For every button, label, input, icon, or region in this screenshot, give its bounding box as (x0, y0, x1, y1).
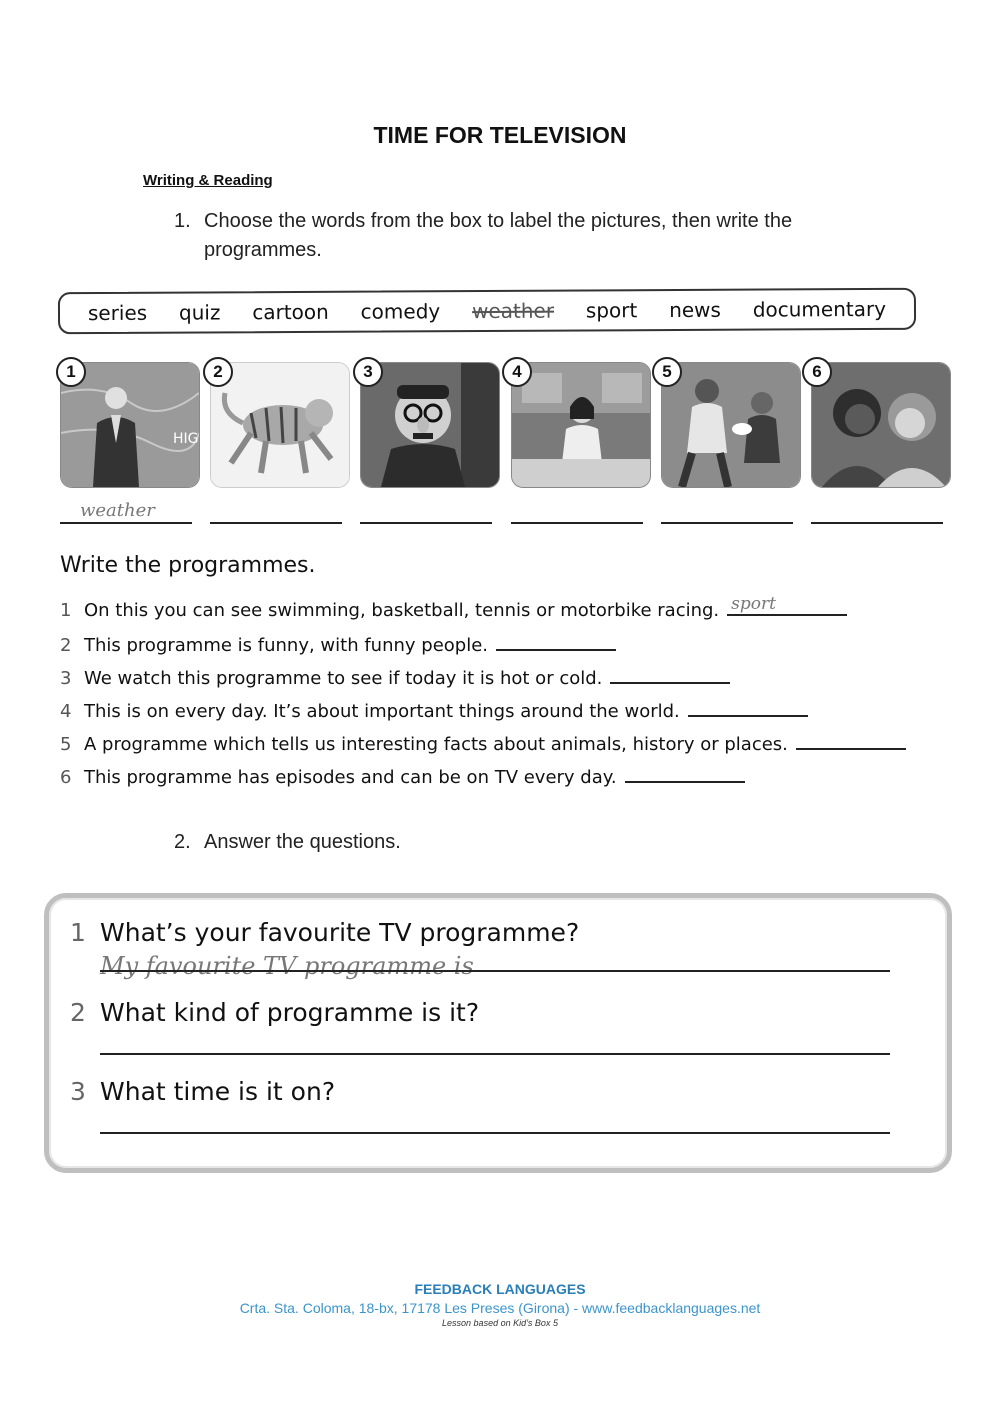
programme-question-1 (60, 594, 847, 621)
word-cartoon: cartoon (252, 299, 329, 325)
programme-answer-4[interactable] (688, 699, 808, 717)
exercise1-instruction (174, 210, 792, 262)
word-series: series (87, 300, 148, 326)
picture-3-answer-line[interactable] (360, 520, 492, 524)
picture-1-map-label: HIG (173, 431, 199, 447)
answer-2-line[interactable] (100, 1053, 890, 1055)
programme-question-5-number: 5 (60, 734, 72, 755)
answer-question-3 (70, 1077, 335, 1106)
comedian-icon (361, 363, 499, 487)
exercise2-instruction (174, 831, 401, 854)
picture-1-number: 1 (56, 357, 86, 387)
picture-1-answer: weather (80, 500, 155, 521)
picture-2-answer-line[interactable] (210, 520, 342, 524)
word-box (58, 288, 916, 334)
picture-3 (360, 362, 500, 488)
answer-question-2 (70, 998, 479, 1027)
picture-4-number: 4 (502, 357, 532, 387)
footer-brand: FEEDBACK LANGUAGES (414, 1281, 586, 1297)
programme-question-6-text: This programme has episodes and can be on TV every day. (84, 767, 617, 788)
picture-6-number: 6 (802, 357, 832, 387)
programme-question-5 (60, 732, 906, 755)
word-documentary: documentary (752, 296, 887, 322)
answer-1-sample: My favourite TV programme is (100, 952, 474, 980)
exercise1-number: 1. (174, 210, 191, 232)
answer-question-1 (70, 918, 579, 947)
word-comedy: comedy (360, 299, 441, 324)
programme-question-4-number: 4 (60, 701, 72, 722)
write-programmes-heading: Write the programmes. (60, 553, 316, 578)
picture-4-answer-line[interactable] (511, 520, 643, 524)
exercise2-number: 2. (174, 831, 191, 853)
picture-6 (811, 362, 951, 488)
picture-1-answer-line[interactable] (60, 500, 192, 524)
word-sport: sport (585, 298, 638, 323)
programme-question-6-number: 6 (60, 767, 72, 788)
two-girls-icon (812, 363, 950, 487)
footer-address: Crta. Sta. Coloma, 18-bx, 17178 Les Preses (Girona) - www.feedbacklanguages.net (239, 1300, 761, 1316)
answer-3-line[interactable] (100, 1132, 890, 1134)
programme-question-6 (60, 765, 745, 788)
programme-answer-6[interactable] (625, 765, 745, 783)
programme-answer-1-text: sport (731, 594, 776, 614)
programme-question-3 (60, 666, 730, 689)
exercise2-text: Answer the questions. (204, 831, 401, 853)
picture-3-number: 3 (353, 357, 383, 387)
programme-question-2-number: 2 (60, 635, 72, 656)
answer-question-3-text: What time is it on? (100, 1077, 336, 1106)
tiger-icon (211, 363, 349, 487)
picture-6-answer-line[interactable] (811, 520, 943, 524)
picture-5-answer-line[interactable] (661, 520, 793, 524)
page-title: TIME FOR TELEVISION (373, 122, 627, 148)
picture-2 (210, 362, 350, 488)
programme-question-3-number: 3 (60, 668, 72, 689)
word-weather-crossed: weather (471, 298, 555, 324)
answer-question-2-text: What kind of programme is it? (100, 998, 480, 1027)
programme-answer-3[interactable] (610, 666, 730, 684)
answer-question-1-text: What’s your favourite TV programme? (100, 918, 580, 947)
newsreader-icon (512, 363, 650, 487)
rugby-players-icon (662, 363, 800, 487)
programme-answer-1[interactable] (727, 594, 847, 616)
exercise1-line2: programmes. (204, 239, 322, 261)
section-label: Writing & Reading (143, 172, 273, 189)
picture-2-number: 2 (203, 357, 233, 387)
programme-question-4-text: This is on every day. It’s about important things around the world. (84, 701, 680, 722)
picture-5-number: 5 (652, 357, 682, 387)
footer-note: Lesson based on Kid’s Box 5 (442, 1318, 558, 1328)
picture-4 (511, 362, 651, 488)
programme-question-2 (60, 633, 616, 656)
programme-answer-5[interactable] (796, 732, 906, 750)
programme-question-5-text: A programme which tells us interesting facts about animals, history or places. (84, 734, 788, 755)
programme-question-2-text: This programme is funny, with funny people. (84, 635, 489, 656)
exercise1-line1: Choose the words from the box to label the pictures, then write the (204, 210, 793, 232)
answer-question-2-number: 2 (70, 998, 86, 1027)
programme-answer-2[interactable] (496, 633, 616, 651)
programme-question-3-text: We watch this programme to see if today it is hot or cold. (84, 668, 603, 689)
answer-1-line[interactable] (100, 970, 890, 972)
word-news: news (669, 297, 721, 323)
picture-5 (661, 362, 801, 488)
programme-question-4 (60, 699, 808, 722)
programme-question-1-text: On this you can see swimming, basketball, tennis or motorbike racing. (84, 600, 720, 621)
programme-question-1-number: 1 (60, 600, 72, 621)
word-quiz: quiz (178, 300, 221, 325)
answer-question-3-number: 3 (70, 1077, 86, 1106)
answer-question-1-number: 1 (70, 918, 86, 947)
